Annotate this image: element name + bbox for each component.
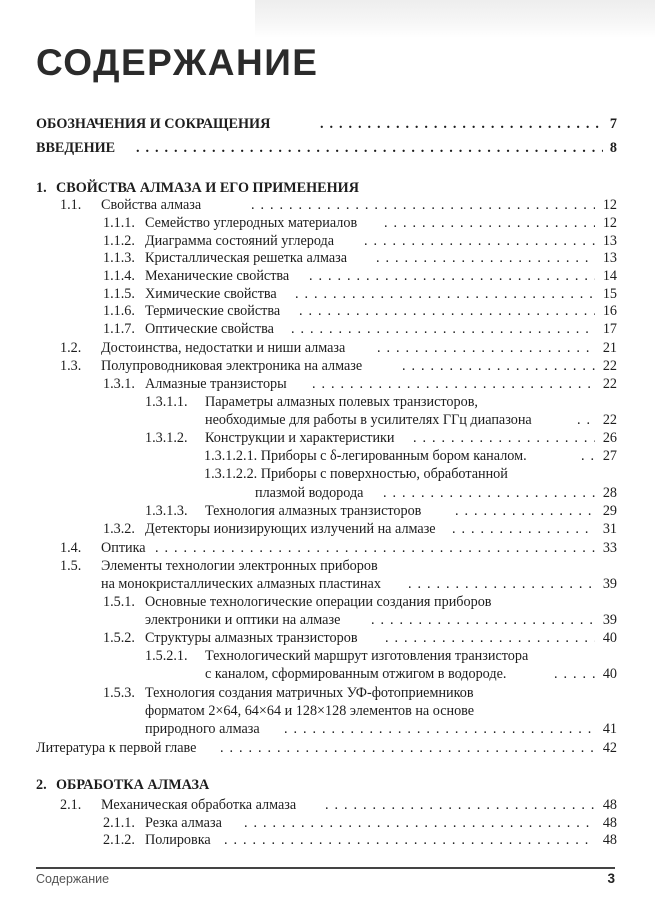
toc-leader-dots xyxy=(251,197,595,214)
toc-entry-number: 1. xyxy=(36,180,47,196)
toc-page-number: 14 xyxy=(602,268,617,284)
bleed-through-shadow xyxy=(255,0,655,38)
toc-entry[interactable] xyxy=(103,303,617,320)
toc-entry-title: Технология создания матричных УФ-фотоприемников xyxy=(145,685,474,701)
toc-page-number: 40 xyxy=(602,630,617,646)
toc-entry-title: Свойства алмаза xyxy=(101,197,202,213)
toc-entry[interactable] xyxy=(145,721,617,738)
toc-entry-title: Литература к первой главе xyxy=(36,740,197,756)
toc-entry[interactable] xyxy=(103,594,640,611)
toc-entry[interactable] xyxy=(103,215,617,232)
toc-entry-title: природного алмаза xyxy=(145,721,260,737)
toc-page-number: 48 xyxy=(602,797,617,813)
toc-entry-title: Механическая обработка алмаза xyxy=(101,797,297,813)
toc-entry-number: 1.1.2. xyxy=(103,233,135,249)
toc-entry[interactable] xyxy=(36,777,617,794)
toc-entry[interactable] xyxy=(36,116,617,133)
toc-page-number: 39 xyxy=(602,576,617,592)
toc-page-number: 17 xyxy=(602,321,617,337)
toc-entry-title: ОБРАБОТКА АЛМАЗА xyxy=(56,777,210,793)
toc-entry[interactable] xyxy=(103,832,617,849)
toc-page-number: 13 xyxy=(602,250,617,266)
toc-entry-title: Детекторы ионизирующих излучений на алмазе xyxy=(145,521,436,537)
toc-entry[interactable] xyxy=(60,197,617,214)
toc-entry-title: Структуры алмазных транзисторов xyxy=(145,630,358,646)
toc-page-number: 12 xyxy=(602,215,617,231)
toc-page-number: 41 xyxy=(602,721,617,737)
toc-leader-dots xyxy=(371,612,595,629)
toc-entry[interactable] xyxy=(205,666,617,683)
toc-entry-title: Диаграмма состояний углерода xyxy=(145,233,335,249)
toc-entry-title: Полировка xyxy=(145,832,211,848)
toc-entry[interactable] xyxy=(36,180,617,197)
toc-entry[interactable] xyxy=(204,466,640,483)
toc-entry[interactable] xyxy=(103,286,617,303)
toc-entry-title: СВОЙСТВА АЛМАЗА И ЕГО ПРИМЕНЕНИЯ xyxy=(56,180,359,196)
toc-leader-dots xyxy=(413,430,595,447)
toc-entry[interactable] xyxy=(103,250,617,267)
toc-page-number: 12 xyxy=(602,197,617,213)
toc-page-number: 27 xyxy=(602,448,617,464)
toc-entry-number: 1.3.1. xyxy=(103,376,135,392)
toc-entry-number: 1.5.1. xyxy=(103,594,135,610)
toc-entry-title: Алмазные транзисторы xyxy=(145,376,287,392)
footer-divider xyxy=(36,867,615,869)
toc-entry[interactable] xyxy=(60,540,617,557)
toc-page-number: 48 xyxy=(602,832,617,848)
toc-page-number: 42 xyxy=(602,740,617,756)
toc-entry[interactable] xyxy=(205,412,617,429)
toc-page-number: 40 xyxy=(602,666,617,682)
toc-entry-number: 1.1.1. xyxy=(103,215,135,231)
toc-leader-dots xyxy=(291,321,595,338)
toc-page-number: 15 xyxy=(602,286,617,302)
toc-entry[interactable] xyxy=(60,797,617,814)
toc-entry[interactable] xyxy=(145,703,640,720)
toc-entry[interactable] xyxy=(60,358,617,375)
toc-page-number: 33 xyxy=(602,540,617,556)
toc-entry-number: 2.1.2. xyxy=(103,832,135,848)
toc-leader-dots xyxy=(377,340,595,357)
toc-entry-number: 1.1. xyxy=(60,197,82,213)
toc-entry-number: 1.4. xyxy=(60,540,82,556)
toc-entry[interactable] xyxy=(103,685,640,702)
toc-page-number: 13 xyxy=(602,233,617,249)
toc-entry-title: Конструкции и характеристики xyxy=(205,430,395,446)
toc-entry-title: ВВЕДЕНИЕ xyxy=(36,140,116,156)
toc-page-number: 21 xyxy=(602,340,617,356)
toc-leader-dots xyxy=(577,412,595,429)
toc-entry-number: 1.5.3. xyxy=(103,685,135,701)
toc-leader-dots xyxy=(309,268,595,285)
toc-entry-number: 1.5.2.1. xyxy=(145,648,188,664)
toc-page-number: 16 xyxy=(602,303,617,319)
toc-entry-title: плазмой водорода xyxy=(255,485,364,501)
toc-leader-dots xyxy=(554,666,595,683)
toc-entry-number: 1.1.6. xyxy=(103,303,135,319)
toc-entry-number: 2. xyxy=(36,777,47,793)
toc-page-number: 29 xyxy=(602,503,617,519)
toc-entry-title: Достоинства, недостатки и ниши алмаза xyxy=(101,340,346,356)
toc-entry-title: электроники и оптики на алмазе xyxy=(145,612,341,628)
toc-leader-dots xyxy=(325,797,595,814)
toc-entry-title: Основные технологические операции создания приборов xyxy=(145,594,492,610)
toc-leader-dots xyxy=(364,233,595,250)
toc-entry[interactable] xyxy=(60,340,617,357)
toc-page-number: 22 xyxy=(602,412,617,428)
toc-entry-title: Механические свойства xyxy=(145,268,290,284)
toc-leader-dots xyxy=(385,630,595,647)
toc-leader-dots xyxy=(136,140,603,157)
toc-entry[interactable] xyxy=(103,376,617,393)
toc-page-number: 31 xyxy=(602,521,617,537)
toc-entry-number: 1.1.4. xyxy=(103,268,135,284)
toc-entry[interactable] xyxy=(103,630,617,647)
toc-leader-dots xyxy=(220,740,595,757)
toc-entry-title: Семейство углеродных материалов xyxy=(145,215,358,231)
toc-leader-dots xyxy=(299,303,595,320)
toc-entry-number: 1.1.5. xyxy=(103,286,135,302)
toc-page-number: 7 xyxy=(609,116,617,132)
toc-page-number: 28 xyxy=(602,485,617,501)
toc-leader-dots xyxy=(452,521,595,538)
toc-entry[interactable] xyxy=(103,268,617,285)
toc-entry[interactable] xyxy=(103,321,617,338)
toc-entry-title: Резка алмаза xyxy=(145,815,222,831)
toc-entry-title: Параметры алмазных полевых транзисторов, xyxy=(205,394,478,410)
toc-leader-dots xyxy=(224,832,595,849)
toc-page-number: 22 xyxy=(602,358,617,374)
toc-entry-number: 1.3. xyxy=(60,358,82,374)
toc-entry-title: ОБОЗНАЧЕНИЯ И СОКРАЩЕНИЯ xyxy=(36,116,271,132)
toc-page-number: 39 xyxy=(602,612,617,628)
toc-entry[interactable] xyxy=(101,576,617,593)
toc-entry-title: Оптические свойства xyxy=(145,321,274,337)
toc-entry-title: форматом 2×64, 64×64 и 128×128 элементов на основе xyxy=(145,703,475,719)
toc-entry-number: 1.3.1.3. xyxy=(145,503,188,519)
toc-entry-title: Элементы технологии электронных приборов xyxy=(101,558,378,574)
toc-leader-dots xyxy=(312,376,595,393)
toc-entry-title: Полупроводниковая электроника на алмазе xyxy=(101,358,363,374)
toc-entry-title: Технология алмазных транзисторов xyxy=(205,503,422,519)
toc-leader-dots xyxy=(155,540,595,557)
toc-entry-number: 1.5. xyxy=(60,558,82,574)
toc-entry-number: 2.1. xyxy=(60,797,82,813)
toc-entry-title: Кристаллическая решетка алмаза xyxy=(145,250,348,266)
toc-entry[interactable] xyxy=(103,233,617,250)
toc-entry-title: необходимые для работы в усилителях ГГц диапазона xyxy=(205,412,532,428)
toc-entry[interactable] xyxy=(255,485,617,502)
toc-entry-title: Оптика xyxy=(101,540,146,556)
toc-leader-dots xyxy=(376,250,595,267)
toc-entry-number: 1.1.7. xyxy=(103,321,135,337)
page-title: СОДЕРЖАНИЕ xyxy=(36,42,319,83)
toc-entry[interactable] xyxy=(60,558,640,575)
toc-entry-title: Термические свойства xyxy=(145,303,281,319)
toc-page-number: 48 xyxy=(602,815,617,831)
toc-entry[interactable] xyxy=(145,394,640,411)
toc-leader-dots xyxy=(244,815,595,832)
toc-entry-title: Технологический маршрут изготовления транзистора xyxy=(205,648,529,664)
toc-entry-title: с каналом, сформированным отжигом в водороде. xyxy=(205,666,507,682)
toc-leader-dots xyxy=(383,485,595,502)
toc-leader-dots xyxy=(402,358,595,375)
toc-entry-number: 1.5.2. xyxy=(103,630,135,646)
toc-leader-dots xyxy=(284,721,595,738)
toc-leader-dots xyxy=(384,215,595,232)
toc-leader-dots xyxy=(581,448,595,465)
toc-entry-title: на монокристаллических алмазных пластинах xyxy=(101,576,381,592)
footer-section-label: Содержание xyxy=(36,872,110,886)
toc-entry[interactable] xyxy=(103,521,617,538)
toc-page-number: 26 xyxy=(602,430,617,446)
toc-entry-title: 1.3.1.2.1. Приборы с δ-легированным бором каналом. xyxy=(204,448,527,464)
toc-leader-dots xyxy=(320,116,603,133)
toc-entry[interactable] xyxy=(145,430,617,447)
toc-entry-title: Химические свойства xyxy=(145,286,277,302)
toc-entry-number: 2.1.1. xyxy=(103,815,135,831)
toc-entry[interactable] xyxy=(145,503,617,520)
footer-page-number: 3 xyxy=(607,871,615,886)
toc-entry-number: 1.2. xyxy=(60,340,82,356)
toc-page-number: 8 xyxy=(609,140,617,156)
toc-entry[interactable] xyxy=(204,448,617,465)
toc-entry[interactable] xyxy=(36,740,617,757)
toc-entry-number: 1.1.3. xyxy=(103,250,135,266)
toc-entry[interactable] xyxy=(145,612,617,629)
toc-leader-dots xyxy=(408,576,595,593)
toc-entry-title: 1.3.1.2.2. Приборы с поверхностью, обработанной xyxy=(204,466,508,482)
toc-entry-number: 1.3.1.2. xyxy=(145,430,188,446)
toc-entry[interactable] xyxy=(36,140,617,157)
toc-entry[interactable] xyxy=(103,815,617,832)
toc-leader-dots xyxy=(455,503,595,520)
toc-entry[interactable] xyxy=(145,648,640,665)
toc-entry-number: 1.3.2. xyxy=(103,521,135,537)
toc-page-number: 22 xyxy=(602,376,617,392)
toc-entry-number: 1.3.1.1. xyxy=(145,394,188,410)
toc-leader-dots xyxy=(295,286,595,303)
